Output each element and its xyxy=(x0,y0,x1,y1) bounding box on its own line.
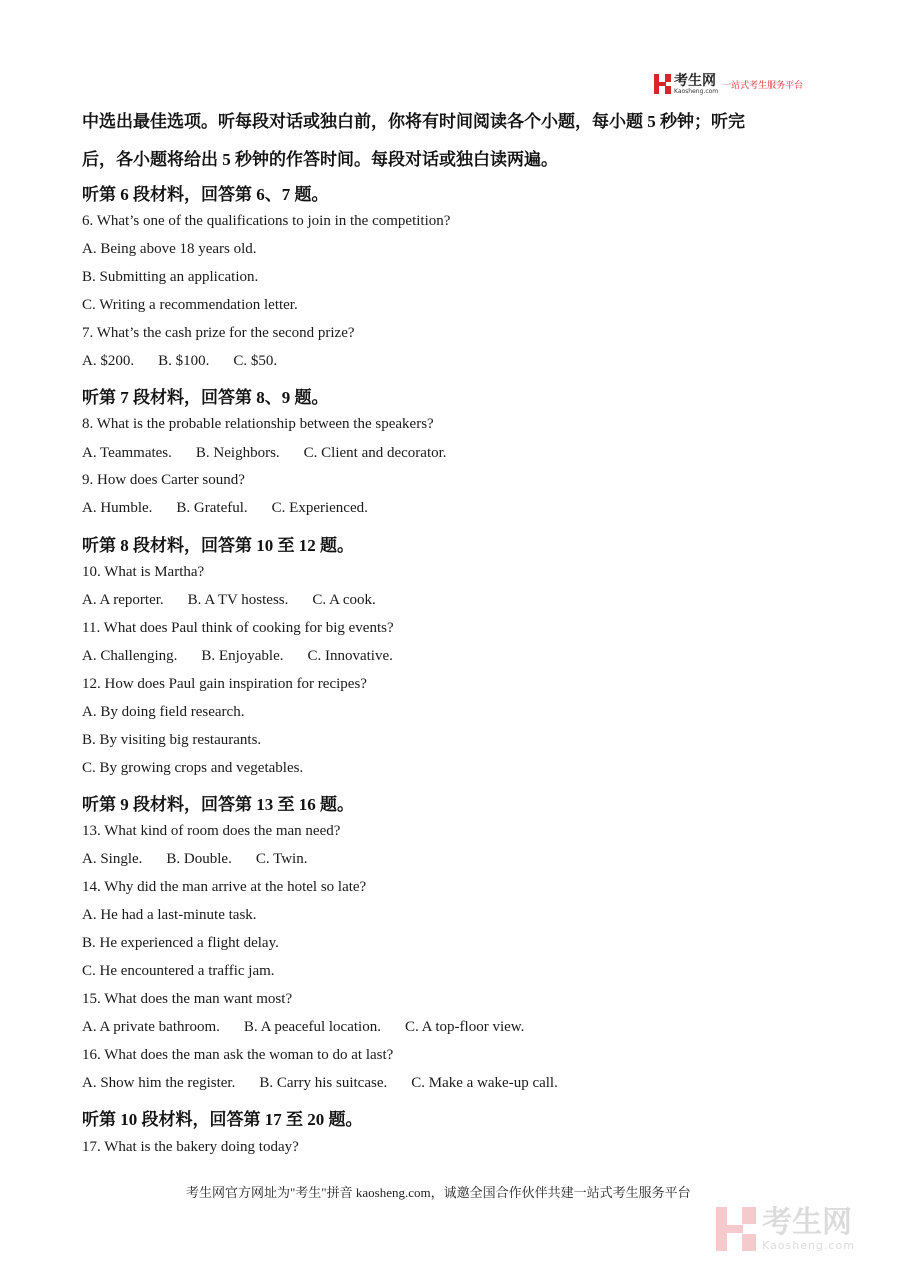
kaosheng-logo-icon xyxy=(654,74,671,94)
question-14: 14. Why did the man arrive at the hotel so late? xyxy=(82,879,367,895)
options-9 xyxy=(82,500,392,517)
option-11a: A. Challenging. xyxy=(82,648,178,664)
options-10 xyxy=(82,592,400,609)
watermark-wordmark xyxy=(762,1204,855,1252)
option-14a: A. He had a last-minute task. xyxy=(82,907,257,923)
intro-line-1: 中选出最佳选项。听每段对话或独白前，你将有时间阅读各个小题，每小题 5 秒钟；听完 xyxy=(82,112,745,131)
logo-cn: 考生网 xyxy=(674,72,716,89)
watermark-en: Kaosheng.com xyxy=(762,1238,855,1252)
option-9c: C. Experienced. xyxy=(271,500,368,516)
intro-line-2: 后，各小题将给出 5 秒钟的作答时间。每段对话或独白读两遍。 xyxy=(82,150,558,169)
question-13: 13. What kind of room does the man need? xyxy=(82,823,341,839)
option-8a: A. Teammates. xyxy=(82,445,172,461)
option-10b: B. A TV hostess. xyxy=(187,592,289,608)
page-footer: 考生网官方网址为"考生"拼音 kaosheng.com，诚邀全国合作伙伴共建一站式考生服务平台 xyxy=(186,1185,691,1200)
options-13 xyxy=(82,851,331,868)
options-15 xyxy=(82,1019,548,1036)
question-17: 17. What is the bakery doing today? xyxy=(82,1139,299,1155)
option-10a: A. A reporter. xyxy=(82,592,164,608)
watermark-cn: 考生网 xyxy=(762,1204,852,1240)
option-16a: A. Show him the register. xyxy=(82,1075,236,1091)
question-11: 11. What does Paul think of cooking for big events? xyxy=(82,620,394,636)
option-16c: C. Make a wake-up call. xyxy=(411,1075,558,1091)
section-heading: 听第 7 段材料，回答第 8、9 题。 xyxy=(82,388,329,407)
option-8c: C. Client and decorator. xyxy=(303,445,447,461)
option-14b: B. He experienced a flight delay. xyxy=(82,935,279,951)
option-6c: C. Writing a recommendation letter. xyxy=(82,297,298,313)
options-7 xyxy=(82,353,301,370)
section-heading: 听第 6 段材料，回答第 6、7 题。 xyxy=(82,185,329,204)
logo-en: Kaosheng.com xyxy=(674,87,719,95)
option-7b: B. $100. xyxy=(158,353,210,369)
option-15c: C. A top-floor view. xyxy=(404,1019,525,1035)
question-7: 7. What’s the cash prize for the second prize? xyxy=(82,325,355,341)
question-10: 10. What is Martha? xyxy=(82,564,205,580)
kaosheng-watermark-icon xyxy=(716,1207,756,1251)
logo-slogan: 一站式考生服务平台 xyxy=(722,80,804,91)
option-14c: C. He encountered a traffic jam. xyxy=(82,963,275,979)
header-logo xyxy=(654,73,803,95)
option-15b: B. A peaceful location. xyxy=(243,1019,381,1035)
option-7a: A. $200. xyxy=(82,353,135,369)
watermark xyxy=(716,1204,855,1252)
question-16: 16. What does the man ask the woman to do at last? xyxy=(82,1047,394,1063)
option-12b: B. By visiting big restaurants. xyxy=(82,732,262,748)
option-7c: C. $50. xyxy=(233,353,278,369)
options-8 xyxy=(82,445,471,462)
section-heading: 听第 9 段材料，回答第 13 至 16 题。 xyxy=(82,795,354,814)
question-6: 6. What’s one of the qualifications to join in the competition? xyxy=(82,213,451,229)
question-9: 9. How does Carter sound? xyxy=(82,472,245,488)
option-16b: B. Carry his suitcase. xyxy=(259,1075,388,1091)
options-16 xyxy=(82,1075,582,1092)
question-12: 12. How does Paul gain inspiration for recipes? xyxy=(82,676,367,692)
question-8: 8. What is the probable relationship between the speakers? xyxy=(82,416,434,432)
option-6b: B. Submitting an application. xyxy=(82,269,259,285)
section-heading: 听第 8 段材料，回答第 10 至 12 题。 xyxy=(82,536,354,555)
option-9a: A. Humble. xyxy=(82,500,153,516)
option-13b: B. Double. xyxy=(166,851,232,867)
options-11 xyxy=(82,648,417,665)
question-15: 15. What does the man want most? xyxy=(82,991,293,1007)
option-12c: C. By growing crops and vegetables. xyxy=(82,760,304,776)
option-13c: C. Twin. xyxy=(255,851,308,867)
option-12a: A. By doing field research. xyxy=(82,704,245,720)
logo-wordmark xyxy=(674,74,718,95)
option-8b: B. Neighbors. xyxy=(195,445,280,461)
option-11c: C. Innovative. xyxy=(307,648,393,664)
option-9b: B. Grateful. xyxy=(176,500,248,516)
option-6a: A. Being above 18 years old. xyxy=(82,241,257,257)
option-13a: A. Single. xyxy=(82,851,143,867)
section-heading: 听第 10 段材料，回答第 17 至 20 题。 xyxy=(82,1110,363,1129)
option-10c: C. A cook. xyxy=(312,592,376,608)
option-11b: B. Enjoyable. xyxy=(201,648,284,664)
option-15a: A. A private bathroom. xyxy=(82,1019,220,1035)
